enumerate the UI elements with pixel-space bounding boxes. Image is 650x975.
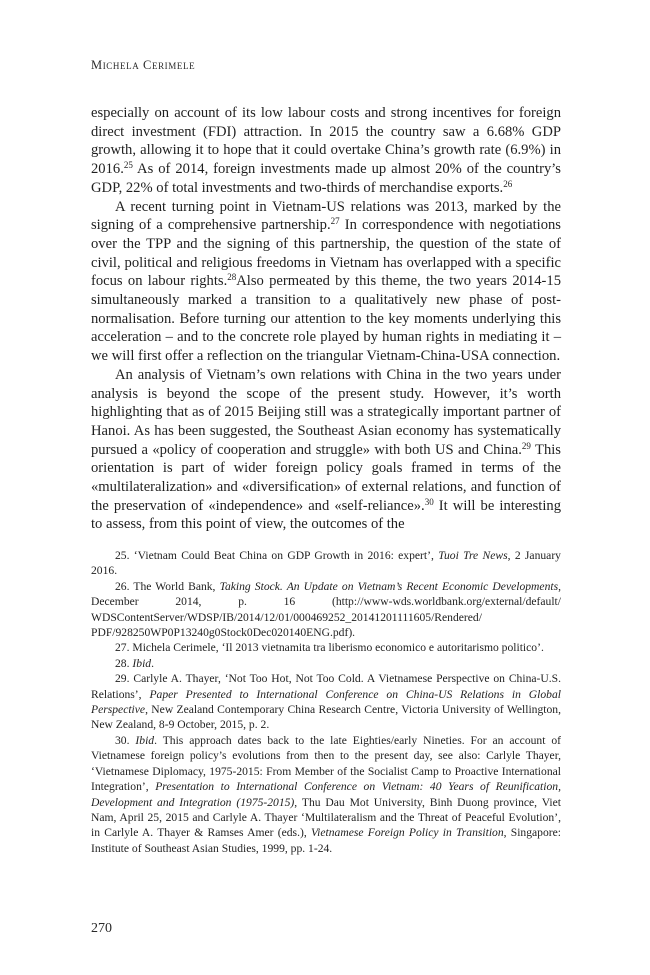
footnote-number: 28. [115, 656, 130, 670]
footnote-number: 26. [115, 579, 130, 593]
footnote-text: , New Zealand Contemporary China Research Centre, Victoria University of Wellington, New Zealand, 8-9 October, 2015, p. 2. [91, 703, 561, 732]
footnote-title: Taking Stock. An Update on Vietnam’s Recent Economic Developments [219, 579, 559, 593]
footnote-text: Carlyle A. Thayer, ‘Not Too Hot, Not Too Cold. A Vietnamese Perspective on China-U.S. Relations’, [91, 672, 561, 701]
footnote-29 [91, 671, 561, 733]
footnote-28: 28. Ibid. [115, 656, 154, 670]
paragraph-2 [91, 198, 561, 366]
footnote-number: 27. [115, 641, 130, 655]
text-run: This orientation is part of wider foreign policy goals framed in terms of the «multilateralization» and «diversification» of external relations, and function of the preservation of «independence» and «self-reliance». [91, 441, 561, 514]
running-head-author: Michela Cerimele [91, 58, 196, 72]
footnote-title: Ibid [135, 733, 155, 747]
footnote-number: 30. [115, 733, 130, 747]
footnote-text: ‘Vietnam Could Beat China on GDP Growth in 2016: expert’, [129, 549, 439, 562]
footnote-25 [91, 548, 561, 579]
page-number: 270 [91, 921, 112, 936]
footnote-text: , Thu Dau Mot University, Binh Duong province, Viet Nam, April 25, 2015 and Carlyle A. Thayer ‘Multilateralism and the Threat of Peaceful Evolution’, in Carlyle A. Thayer & Ramses Amer (eds.), [91, 795, 561, 840]
footnote-ref[interactable]: 29 [521, 440, 531, 451]
footnote-number: 25. [115, 549, 130, 562]
footnote-title: Presentation to International Conference on Vietnam: 40 Years of Reunification, Development and Integration (1975-2015) [91, 780, 561, 809]
footnote-title: Paper Presented to International Conference on China-US Relations in Global Perspective [91, 687, 561, 717]
text-run: An analysis of Vietnam’s own relations with China in the two years under analysis is beyond the scope of the present study. However, it’s worth highlighting that as of 2015 Beijing still was a strategically important partner of Hanoi. As has been suggested, the Southeast Asian economy has systematically pursued a «policy of cooperation and struggle» with both US and China. [91, 366, 561, 458]
text-run: It will be interesting to assess, from this point of view, the outcomes of the [91, 497, 561, 533]
text-run: A recent turning point in Vietnam-US relations was 2013, marked by the signing of a comprehensive partnership. [91, 198, 561, 234]
main-text [91, 104, 561, 534]
footnote-ref[interactable]: 28 [227, 272, 237, 283]
footnote-title: Vietnamese Foreign Policy in Transition [310, 826, 504, 840]
text-run: Also permeated by this theme, the two years 2014-15 simultaneously marked a transition to a qualitatively new phase of post-normalisation. Before turning our attention to the key moments underlying this acceleration – and to the concrete role played by human rights in mediating it – we will first offer a reflection on the triangular Vietnam-China-USA connection. [91, 273, 561, 365]
footnote-ref[interactable]: 27 [330, 216, 340, 227]
footnote-ref[interactable]: 30 [424, 496, 434, 507]
footnote-title: Tuoi Tre News [438, 549, 508, 562]
footnote-text: . This approach dates back to the late Eighties/early Nineties. For an account of Vietnamese foreign policy’s evolutions from then to the present day, see also: Carlyle Thayer, ‘Vietnamese Diplomacy, 1975-2015: From Member of the Socialist Camp to Proactive International Integration’, [91, 733, 561, 794]
paragraph-1 [91, 104, 561, 198]
footnote-26 [91, 579, 561, 641]
footnote-link-text[interactable]: , December 2014, p. 16 (http://www-wds.worldbank.org/external/default/ WDSContentServer/WDSP/IB/2014/12/01/000469252_20141201111605/Rendered/ PDF/928250WP0P13240g0Stock0Dec020140ENG.pdf). [91, 579, 562, 640]
footnotes [91, 548, 561, 856]
footnote-text: , Singapore: Institute of Southeast Asian Studies, 1999, pp. 1-24. [91, 826, 561, 855]
footnote-text: , 2 January 2016. [91, 549, 561, 578]
footnote-title: Ibid [132, 656, 152, 670]
paragraph-3 [91, 366, 561, 534]
footnote-27 [91, 640, 561, 655]
footnote-ref[interactable]: 26 [503, 178, 513, 189]
footnote-text: The World Bank, [129, 579, 220, 593]
text-run: In correspondence with negotiations over the TPP and the signing of this partnership, the question of the state of civil, political and religious freedoms in Vietnam has overlapped with a specific focus on labour rights. [91, 217, 561, 290]
text-run: As of 2014, foreign investments made up almost 20% of the country’s GDP, 22% of total investments and two-thirds of merchandise exports. [91, 161, 561, 196]
footnote-number: 29. [115, 672, 130, 686]
footnote-ref[interactable]: 25 [123, 160, 133, 171]
footnote-text: Michela Cerimele, ‘Il 2013 vietnamita tra liberismo economico e autoritarismo politico’. [129, 641, 544, 655]
footnote-30 [91, 733, 561, 856]
text-run: especially on account of its low labour costs and strong incentives for foreign direct investment (FDI) attraction. In 2015 the country saw a 6.68% GDP growth, allowing it to hope that it could overtake China’s growth rate (6.9%) in 2016. [91, 105, 561, 178]
